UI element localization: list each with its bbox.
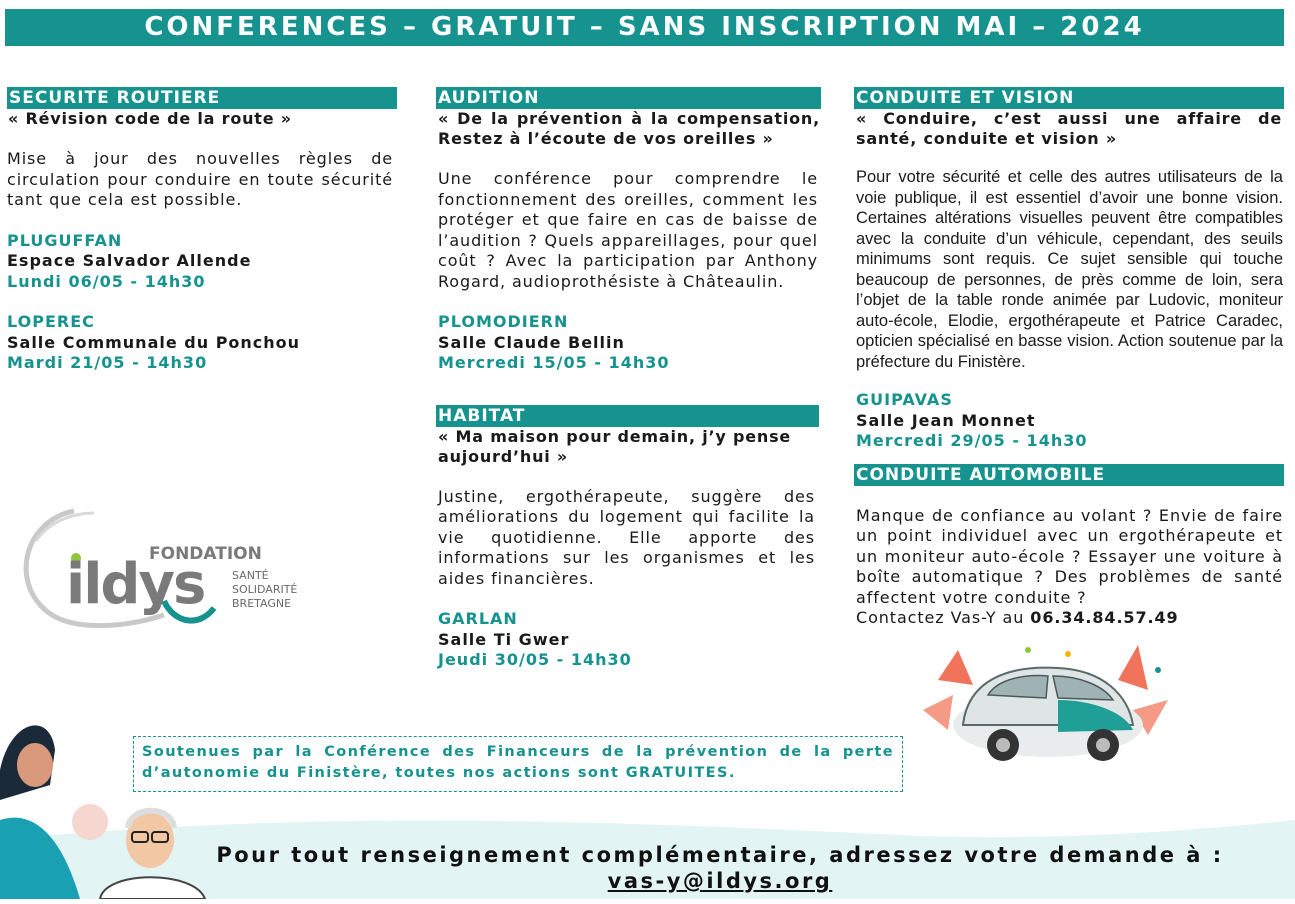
- section-description: Pour votre sécurité et celle des autres utilisateurs de la voie publique, il est essentiel d’avoir une bonne vision. Certaines altérations visuelles peuvent être compatibles avec la conduite d’un véhicule, cependant, des seuils minimums sont requis. Ce sujet sensible qui touche beaucoup de personnes, de près comme de loin, sera l’objet de la table ronde animée par Ludovic, moniteur auto-école, Elodie, ergothérapeute et Patrice Caradec, opticien spécialisé en basse vision. Action soutenue par la préfecture du Finistère.: [856, 168, 1283, 371]
- event-date: Jeudi 30/05 - 14h30: [438, 650, 632, 669]
- section-quote: « Conduire, c’est aussi une affaire de santé, conduite et vision »: [856, 109, 1282, 148]
- event-town: LOPEREC: [7, 312, 95, 331]
- car-illustration: [918, 640, 1178, 770]
- section-header-securite-routiere: SECURITE ROUTIERE: [7, 87, 397, 109]
- column-audition-habitat: [436, 87, 821, 671]
- section-header-conduite-automobile: CONDUITE AUTOMOBILE: [854, 464, 1284, 486]
- contact-email-link[interactable]: vas-y@ildys.org: [607, 869, 833, 893]
- section-quote: « Ma maison pour demain, j’y pense aujourd’hui »: [438, 426, 792, 466]
- contact-phone: 06.34.84.57.49: [1030, 608, 1179, 627]
- event-town: PLUGUFFAN: [7, 230, 123, 250]
- logo-tag-sante: SANTÉ: [232, 569, 269, 582]
- page-banner-title: CONFERENCES – GRATUIT – SANS INSCRIPTION MAI – 2024: [5, 9, 1284, 46]
- section-description: Une conférence pour comprendre le fonctionnement des oreilles, comment les protéger et que faire en cas de baisse de l’audition ? Quels appareillages, pour quel coût ? Avec la participation par Anthony Rogard, audioprothésiste à Châteaulin.: [438, 169, 818, 291]
- event-date: Mercredi 15/05 - 14h30: [438, 353, 670, 372]
- footer-contact: [150, 842, 1290, 894]
- section-description: Justine, ergothérapeute, suggère des améliorations du logement qui facilite la vie quotidienne. Elle apporte des informations sur les organismes et les aides financières.: [438, 486, 815, 588]
- event-venue: Salle Claude Bellin: [438, 332, 625, 352]
- section-quote: « De la prévention à la compensation, Restez à l’écoute de vos oreilles »: [438, 109, 820, 148]
- funding-notice: Soutenues par la Conférence des Financeurs de la prévention de la perte d’autonomie du Finistère, toutes nos actions sont GRATUITES.: [133, 736, 903, 792]
- event-venue: Espace Salvador Allende: [7, 251, 252, 270]
- section-header-habitat: HABITAT: [436, 405, 819, 427]
- section-description: Manque de confiance au volant ? Envie de faire un point individuel avec un ergothérapeute et un moniteur auto-école ? Essayer une voiture à boîte automatique ? Des problèmes de santé affectent votre conduite ?: [856, 505, 1283, 607]
- contact-prefix: Contactez Vas-Y au: [856, 608, 1031, 627]
- logo-tag-bretagne: BRETAGNE: [232, 597, 292, 610]
- logo-tag-solidarite: SOLIDARITÉ: [232, 583, 298, 596]
- ildys-logo: [14, 503, 314, 633]
- column-conduite: [854, 87, 1284, 629]
- event-date: Mercredi 29/05 - 14h30: [856, 431, 1088, 450]
- event-venue: Salle Communale du Ponchou: [7, 332, 301, 352]
- event-venue: Salle Ti Gwer: [438, 629, 570, 649]
- section-quote: « Révision code de la route »: [8, 109, 292, 128]
- logo-brand-text: ildys: [66, 552, 205, 617]
- event-venue: Salle Jean Monnet: [856, 410, 1036, 430]
- footer-text: Pour tout renseignement complémentaire, adressez votre demande à :: [216, 843, 1224, 867]
- section-description: Mise à jour des nouvelles règles de circulation pour conduire en toute sécurité tant que cela est possible.: [7, 149, 393, 209]
- event-town: GUIPAVAS: [856, 390, 953, 409]
- section-header-audition: AUDITION: [436, 87, 821, 109]
- event-town: PLOMODIERN: [438, 312, 569, 331]
- column-securite-routiere: [7, 87, 397, 374]
- section-header-conduite-vision: CONDUITE ET VISION: [854, 87, 1284, 109]
- contact-line: [856, 608, 1284, 629]
- event-town: GARLAN: [438, 609, 518, 628]
- event-date: Mardi 21/05 - 14h30: [7, 353, 208, 372]
- event-date: Lundi 06/05 - 14h30: [7, 271, 206, 291]
- logo-fondation-text: FONDATION: [149, 544, 262, 564]
